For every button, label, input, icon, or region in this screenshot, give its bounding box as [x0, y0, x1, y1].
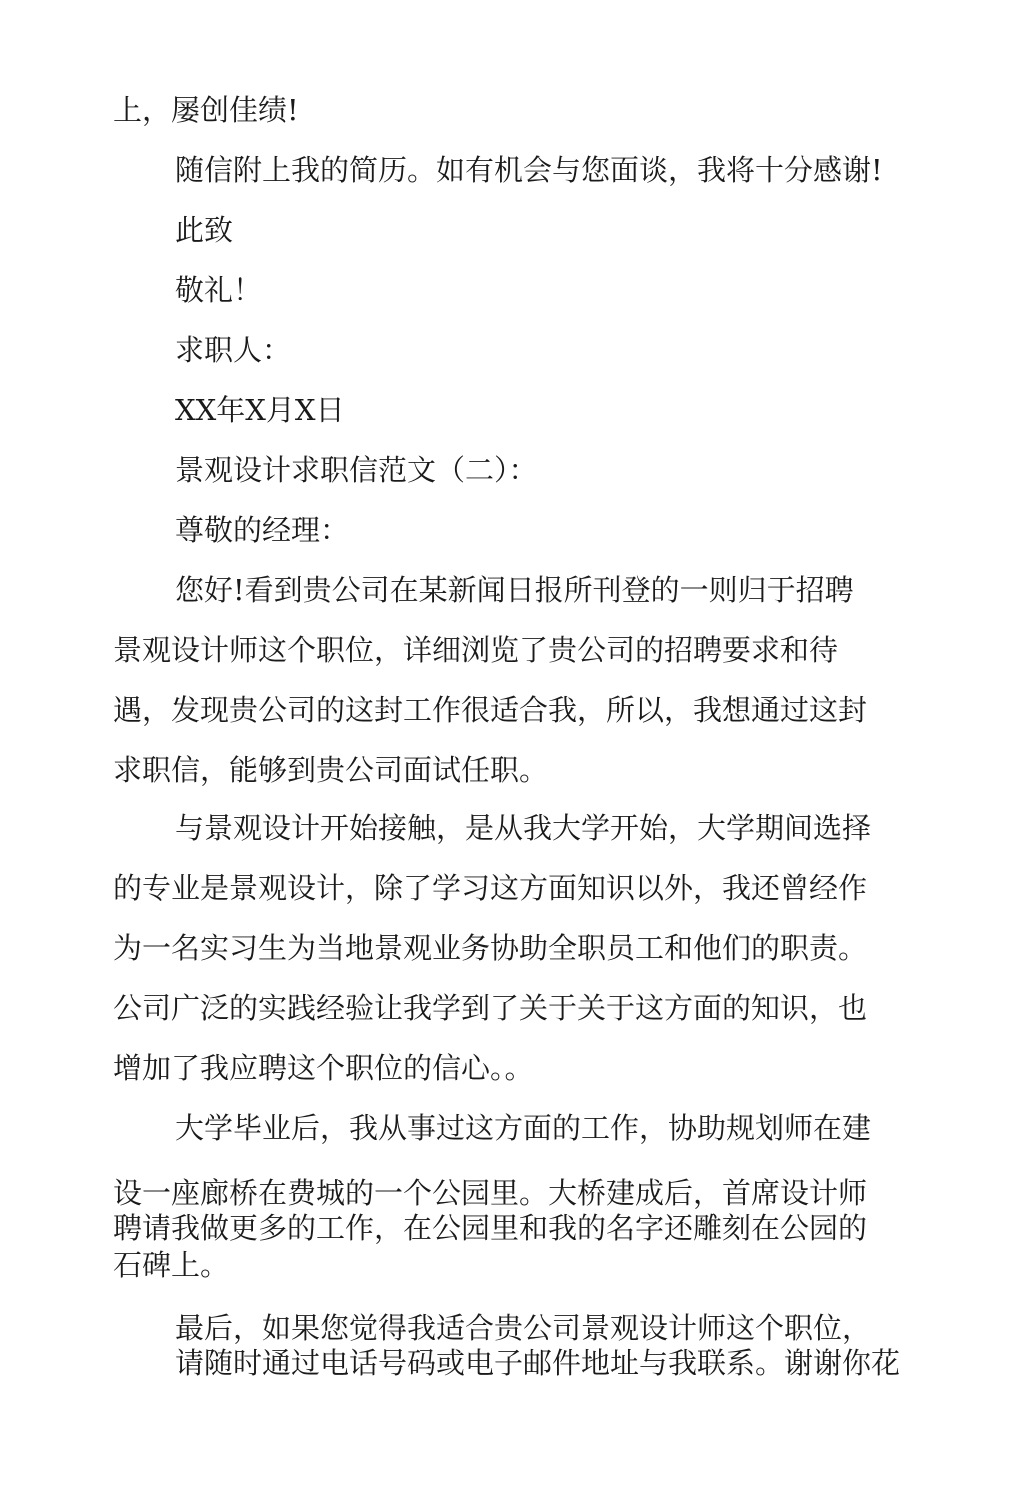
- text-line: 上，屡创佳绩!: [113, 93, 299, 127]
- text-line: 公司广泛的实践经验让我学到了关于关于这方面的知识，也: [113, 991, 868, 1025]
- section-title: 景观设计求职信范文（二）：: [175, 453, 538, 487]
- text-line: 求职信，能够到贵公司面试任职。: [113, 753, 549, 787]
- text-line: 聘请我做更多的工作，在公园里和我的名字还雕刻在公园的: [113, 1211, 868, 1245]
- applicant-label: 求职人：: [175, 333, 292, 367]
- text-line: 遇，发现贵公司的这封工作很适合我，所以，我想通过这封: [113, 693, 868, 727]
- text-line: 随信附上我的简历。如有机会与您面谈，我将十分感谢!: [175, 153, 883, 187]
- date-line: XX年X月X日: [175, 393, 345, 427]
- text-line: 的专业是景观设计，除了学习这方面知识以外，我还曾经作: [113, 871, 868, 905]
- greeting: 尊敬的经理：: [175, 513, 350, 547]
- text-line: 您好!看到贵公司在某新闻日报所刊登的一则归于招聘: [175, 573, 854, 607]
- text-line: 为一名实习生为当地景观业务协助全职员工和他们的职责。: [113, 931, 868, 965]
- text-line: 设一座廊桥在费城的一个公园里。大桥建成后，首席设计师: [113, 1176, 868, 1210]
- text-line: 石碑上。: [113, 1248, 230, 1282]
- text-line: 大学毕业后，我从事过这方面的工作，协助规划师在建: [175, 1111, 872, 1145]
- text-line: 景观设计师这个职位，详细浏览了贵公司的招聘要求和待: [113, 633, 839, 667]
- text-line: 与景观设计开始接触，是从我大学开始，大学期间选择: [175, 811, 872, 845]
- salutation-closing: 敬礼！: [175, 273, 263, 307]
- text-line: 增加了我应聘这个职位的信心。。: [113, 1051, 534, 1085]
- text-line: 最后，如果您觉得我适合贵公司景观设计师这个职位，: [175, 1311, 872, 1345]
- text-line: 请随时通过电话号码或电子邮件地址与我联系。谢谢你花: [175, 1346, 901, 1380]
- closing-phrase: 此致: [175, 213, 234, 247]
